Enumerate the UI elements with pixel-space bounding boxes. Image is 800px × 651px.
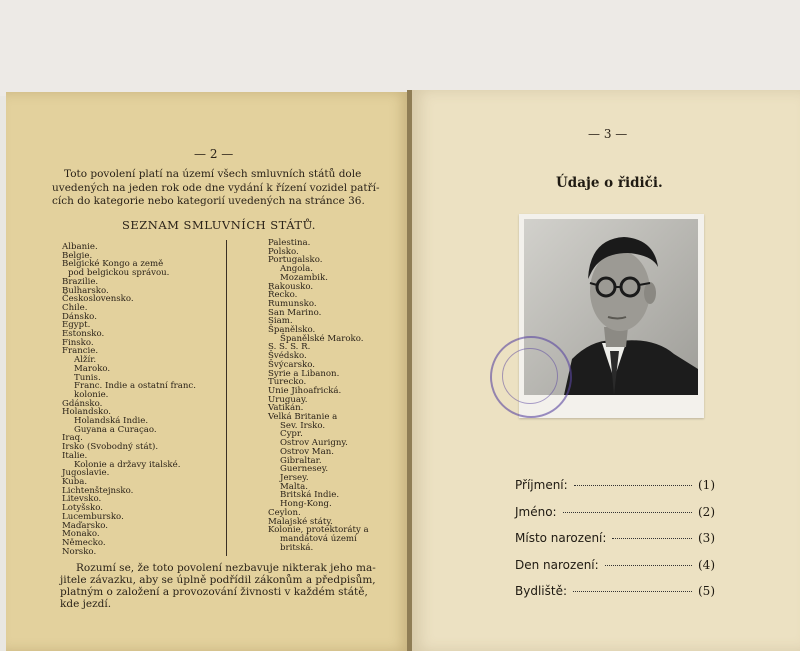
driver-field-row xyxy=(515,584,715,611)
intro-line: uvedených na jeden rok ode dne vydání k řízení vozidel patří- xyxy=(52,181,380,194)
country-list-item: Uruguay. xyxy=(268,394,308,405)
book-gutter xyxy=(407,90,412,651)
country-list-item: Lucembursko. xyxy=(62,511,124,522)
closing-line: platným o založení a provozování živnosti v každém státě, xyxy=(60,586,368,598)
country-list-item: Jugoslavie. xyxy=(62,468,110,479)
country-list-item: britská. xyxy=(280,542,314,553)
country-list-item: kolonie. xyxy=(74,389,109,400)
intro-line: Toto povolení platí na území všech smluvních států dole xyxy=(64,168,362,180)
driver-field-number: (1) xyxy=(698,478,715,492)
left-page-number: — 2 — xyxy=(194,147,234,161)
country-list-item: Ceylon. xyxy=(268,507,301,518)
driver-field-number: (2) xyxy=(698,504,715,519)
list-title: SEZNAM SMLUVNÍCH STÁTŮ. xyxy=(122,218,316,232)
countries-column-left xyxy=(62,243,196,556)
country-list-item: Kolonie a državy italské. xyxy=(74,459,181,470)
country-list-item: Gdánsko. xyxy=(62,398,103,409)
country-list-item: Mozambik. xyxy=(280,272,328,283)
country-list-item: Kolonie, protektoráty a xyxy=(268,525,369,536)
column-divider xyxy=(226,240,227,556)
country-list-item: Jersey. xyxy=(280,472,309,483)
country-list-item: Egypt. xyxy=(62,320,91,331)
dotted-fill-line xyxy=(573,591,692,592)
driver-field-label: Příjmení: xyxy=(515,478,568,492)
country-list-item: Belgické Kongo a země xyxy=(62,259,164,270)
country-list-item: Švýcarsko. xyxy=(268,359,316,370)
country-list-item: Siam. xyxy=(268,316,293,327)
country-list-item: Gibraltar. xyxy=(280,455,322,466)
country-list-item: Francie. xyxy=(62,346,99,357)
country-list-item: San Marino. xyxy=(268,307,322,318)
country-list-item: Unie Jihoafrická. xyxy=(268,385,342,396)
country-list-item: Lichtenštejnsko. xyxy=(62,485,134,496)
country-list-item: Angola. xyxy=(280,264,314,275)
country-list-item: Turecko. xyxy=(268,377,307,388)
country-list-item: Irsko (Svobodný stát). xyxy=(62,442,159,453)
country-list-item: Španělské Maroko. xyxy=(280,333,364,344)
country-list-item: Estonsko. xyxy=(62,329,105,340)
country-list-item: Franc. Indie a ostatní franc. xyxy=(74,381,196,392)
country-list-item: Ostrov Man. xyxy=(280,446,334,457)
country-list-item: Albanie. xyxy=(62,242,98,252)
country-list-item: Britská Indie. xyxy=(280,490,340,501)
country-list-item: Polsko. xyxy=(268,246,299,257)
driver-fields xyxy=(515,478,715,611)
country-list-item: Palestina. xyxy=(268,238,311,248)
driver-field-label: Jméno: xyxy=(515,504,557,519)
country-list-item: Holandsko. xyxy=(62,407,111,418)
country-list-item: Dánsko. xyxy=(62,311,97,322)
country-list-item: Chile. xyxy=(62,302,88,313)
country-list-item: Rakousko. xyxy=(268,281,314,292)
country-list-item: Tunis. xyxy=(74,372,101,383)
country-list-item: Guernesey. xyxy=(280,464,329,475)
country-list-item: Maďarsko. xyxy=(62,520,109,531)
country-list-item: Finsko. xyxy=(62,337,94,348)
intro-line: cích do kategorie nebo kategorií uvedených na stránce 36. xyxy=(52,195,365,207)
country-list-item: Kuba. xyxy=(62,476,88,487)
driver-field-label: Místo narození: xyxy=(515,531,607,545)
country-list-item: Alžír. xyxy=(74,355,97,366)
countries-column-right xyxy=(268,239,369,552)
country-list-item: Vatikán. xyxy=(268,403,304,414)
country-list-item: Portugalsko. xyxy=(268,255,323,266)
country-list-item: Litevsko. xyxy=(62,494,102,505)
driver-details-heading: Údaje o řidiči. xyxy=(556,175,663,191)
intro-paragraph xyxy=(52,168,382,209)
country-list-item: Rumunsko. xyxy=(268,298,317,309)
country-list-item: Lotyšsko. xyxy=(62,503,103,514)
stamp-emblem xyxy=(502,348,558,404)
driver-field-number: (4) xyxy=(698,557,715,572)
country-list-item: Italie. xyxy=(62,450,88,461)
country-list-item: Belgie. xyxy=(62,250,93,261)
country-list-item: Velká Britanie a xyxy=(268,412,338,423)
official-stamp-icon xyxy=(490,336,572,418)
country-list-item: Guyana a Curaçao. xyxy=(74,424,157,435)
country-list-item: mandátová území xyxy=(280,533,357,544)
driver-field-number: (3) xyxy=(698,531,715,545)
dotted-fill-line xyxy=(605,565,692,566)
country-list-item: Španělsko. xyxy=(268,325,316,336)
driver-field-number: (5) xyxy=(698,584,715,598)
closing-line: jitele závazku, aby se úplně podřídil zákonům a předpisům, xyxy=(60,574,376,586)
country-list-item: Malajské státy. xyxy=(268,516,333,527)
driver-field-row xyxy=(515,505,715,532)
closing-line: kde jezdí. xyxy=(60,598,112,610)
driver-field-row xyxy=(515,478,715,505)
country-list-item: Sev. Irsko. xyxy=(280,420,326,431)
dotted-fill-line xyxy=(574,485,692,486)
dotted-fill-line xyxy=(563,512,692,513)
country-list-item: Syrie a Libanon. xyxy=(268,368,340,379)
country-list-item: Norsko. xyxy=(62,546,97,557)
country-list-item: S. S. S. R. xyxy=(268,342,311,353)
country-list-item: pod belgickou správou. xyxy=(68,268,170,279)
country-list-item: Švédsko. xyxy=(268,351,307,362)
driver-field-row xyxy=(515,558,715,585)
country-list-item: Ostrov Aurigny. xyxy=(280,438,348,449)
country-list-item: Maroko. xyxy=(74,363,111,374)
country-list-item: Malta. xyxy=(280,481,308,492)
country-list-item: Hong-Kong. xyxy=(280,499,332,510)
closing-line: Rozumí se, že toto povolení nezbavuje nikterak jeho ma- xyxy=(76,562,376,574)
driver-field-row xyxy=(515,531,715,558)
country-list-item: Cypr. xyxy=(280,429,303,440)
driver-field-label: Bydliště: xyxy=(515,584,568,598)
country-list-item: Holandská Indie. xyxy=(74,416,149,427)
right-page-number: — 3 — xyxy=(588,127,628,141)
scan-background xyxy=(0,0,800,96)
country-list-item: Monako. xyxy=(62,529,100,540)
driver-field-label: Den narození: xyxy=(515,557,599,572)
country-list-item: Československo. xyxy=(62,294,134,305)
country-list-item: Bulharsko. xyxy=(62,285,109,296)
country-list-item: Řecko. xyxy=(268,290,298,301)
country-list-item: Brazilie. xyxy=(62,276,99,287)
dotted-fill-line xyxy=(612,538,692,539)
country-list-item: Německo. xyxy=(62,537,106,548)
closing-paragraph xyxy=(60,562,382,610)
country-list-item: Iraq. xyxy=(62,433,83,444)
